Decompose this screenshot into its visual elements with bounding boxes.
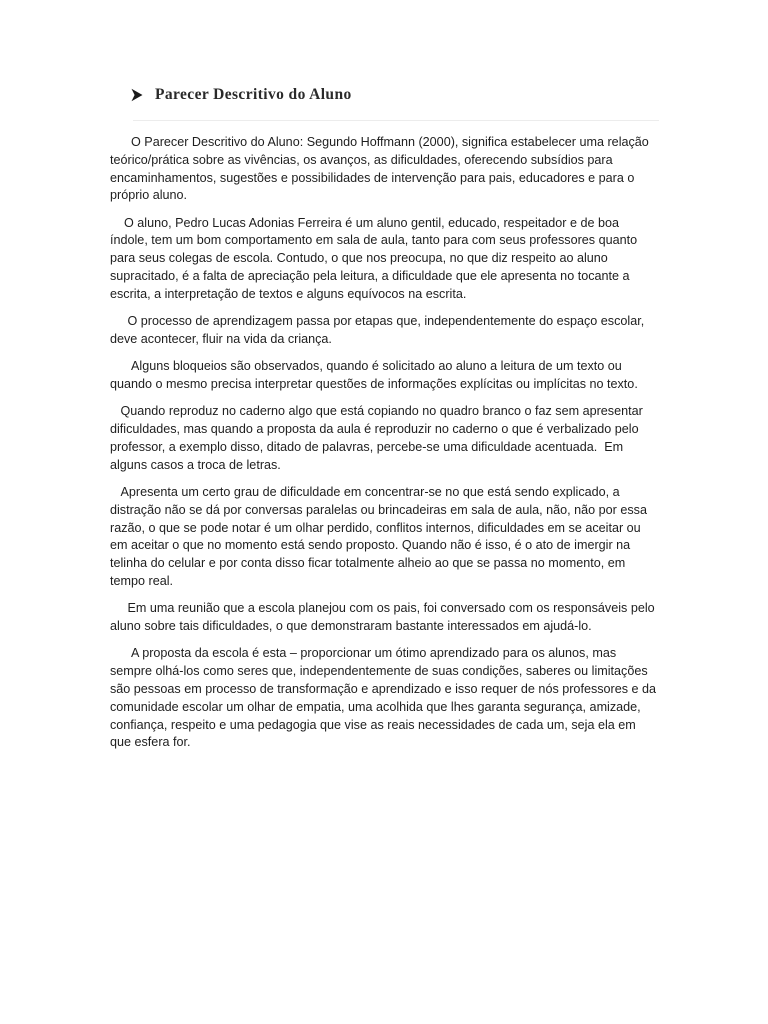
paragraph-parents-meeting: Em uma reunião que a escola planejou com os pais, foi conversado com os responsáveis pelo aluno sobre tais dificuldades, o que demonstraram bastante interessados em ajudá-lo. (110, 601, 659, 634)
document-body (110, 134, 660, 762)
page-title: Parecer Descritivo do Aluno (155, 86, 352, 103)
paragraph-writing: Quando reproduz no caderno algo que está copiando no quadro branco o faz sem apresentar dificuldades, mas quando a proposta da aula é reproduzir no caderno o que é verbalizado pelo professor, a exemplo disso, ditado de palavras, percebe-se uma dificuldade acentuada. Em alguns casos a troca de letras. (110, 404, 647, 472)
paragraph-intro: O Parecer Descritivo do Aluno: Segundo Hoffmann (2000), significa estabelecer uma relação teórico/prática sobre as vivências, os avanços, as dificuldades, oferecendo subsídios para encaminhamentos, sugestões e possibilidades de intervenção para pais, educadores e para o próprio aluno. (110, 135, 653, 203)
paragraph-concentration: Apresenta um certo grau de dificuldade em concentrar-se no que está sendo explicado, a distração não se dá por conversas paralelas ou brincadeiras em sala de aula, não, não por essa razão, o que se pode notar é um olhar perdido, conflitos internos, dificuldades em se aceitar ou em aceitar o que no momento está sendo proposto. Quando não é isso, é o ato de imergir na telinha do celular e por conta disso ficar totalmente alheio ao que se passa no momento, em tempo real. (110, 485, 651, 589)
heading-divider (133, 120, 659, 121)
arrow-bullet-icon (131, 88, 143, 102)
paragraph-learning-process: O processo de aprendizagem passa por etapas que, independentemente do espaço escolar, deve acontecer, fluir na vida da criança. (110, 314, 648, 346)
paragraph-school-proposal: A proposta da escola é esta – proporcionar um ótimo aprendizado para os alunos, mas sempre olhá-los como seres que, independentemente de suas condições, saberes ou limitações são pessoas em processo de transformação e aprendizado e isso requer de nós professores e da comunidade escolar um olhar de empatia, uma acolhida que lhes garanta segurança, amizade, confiança, respeito e uma pedagogia que vise as reais necessidades de cada um, seja ela em que esfera for. (110, 646, 660, 750)
paragraph-student: O aluno, Pedro Lucas Adonias Ferreira é um aluno gentil, educado, respeitador e de boa índole, tem um bom comportamento em sala de aula, tanto para com seus professores quanto para seus colegas de escola. Contudo, o que nos preocupa, no que diz respeito ao aluno supracitado, é a falta de apreciação pela leitura, a dificuldade que ele apresenta no tocante a escrita, a interpretação de textos e alguns equívocos na escrita. (110, 215, 641, 301)
document-heading (131, 84, 661, 106)
paragraph-reading-blocks: Alguns bloqueios são observados, quando é solicitado ao aluno a leitura de um texto ou quando o mesmo precisa interpretar questões de informações explícitas ou implícitas no texto. (110, 359, 638, 392)
